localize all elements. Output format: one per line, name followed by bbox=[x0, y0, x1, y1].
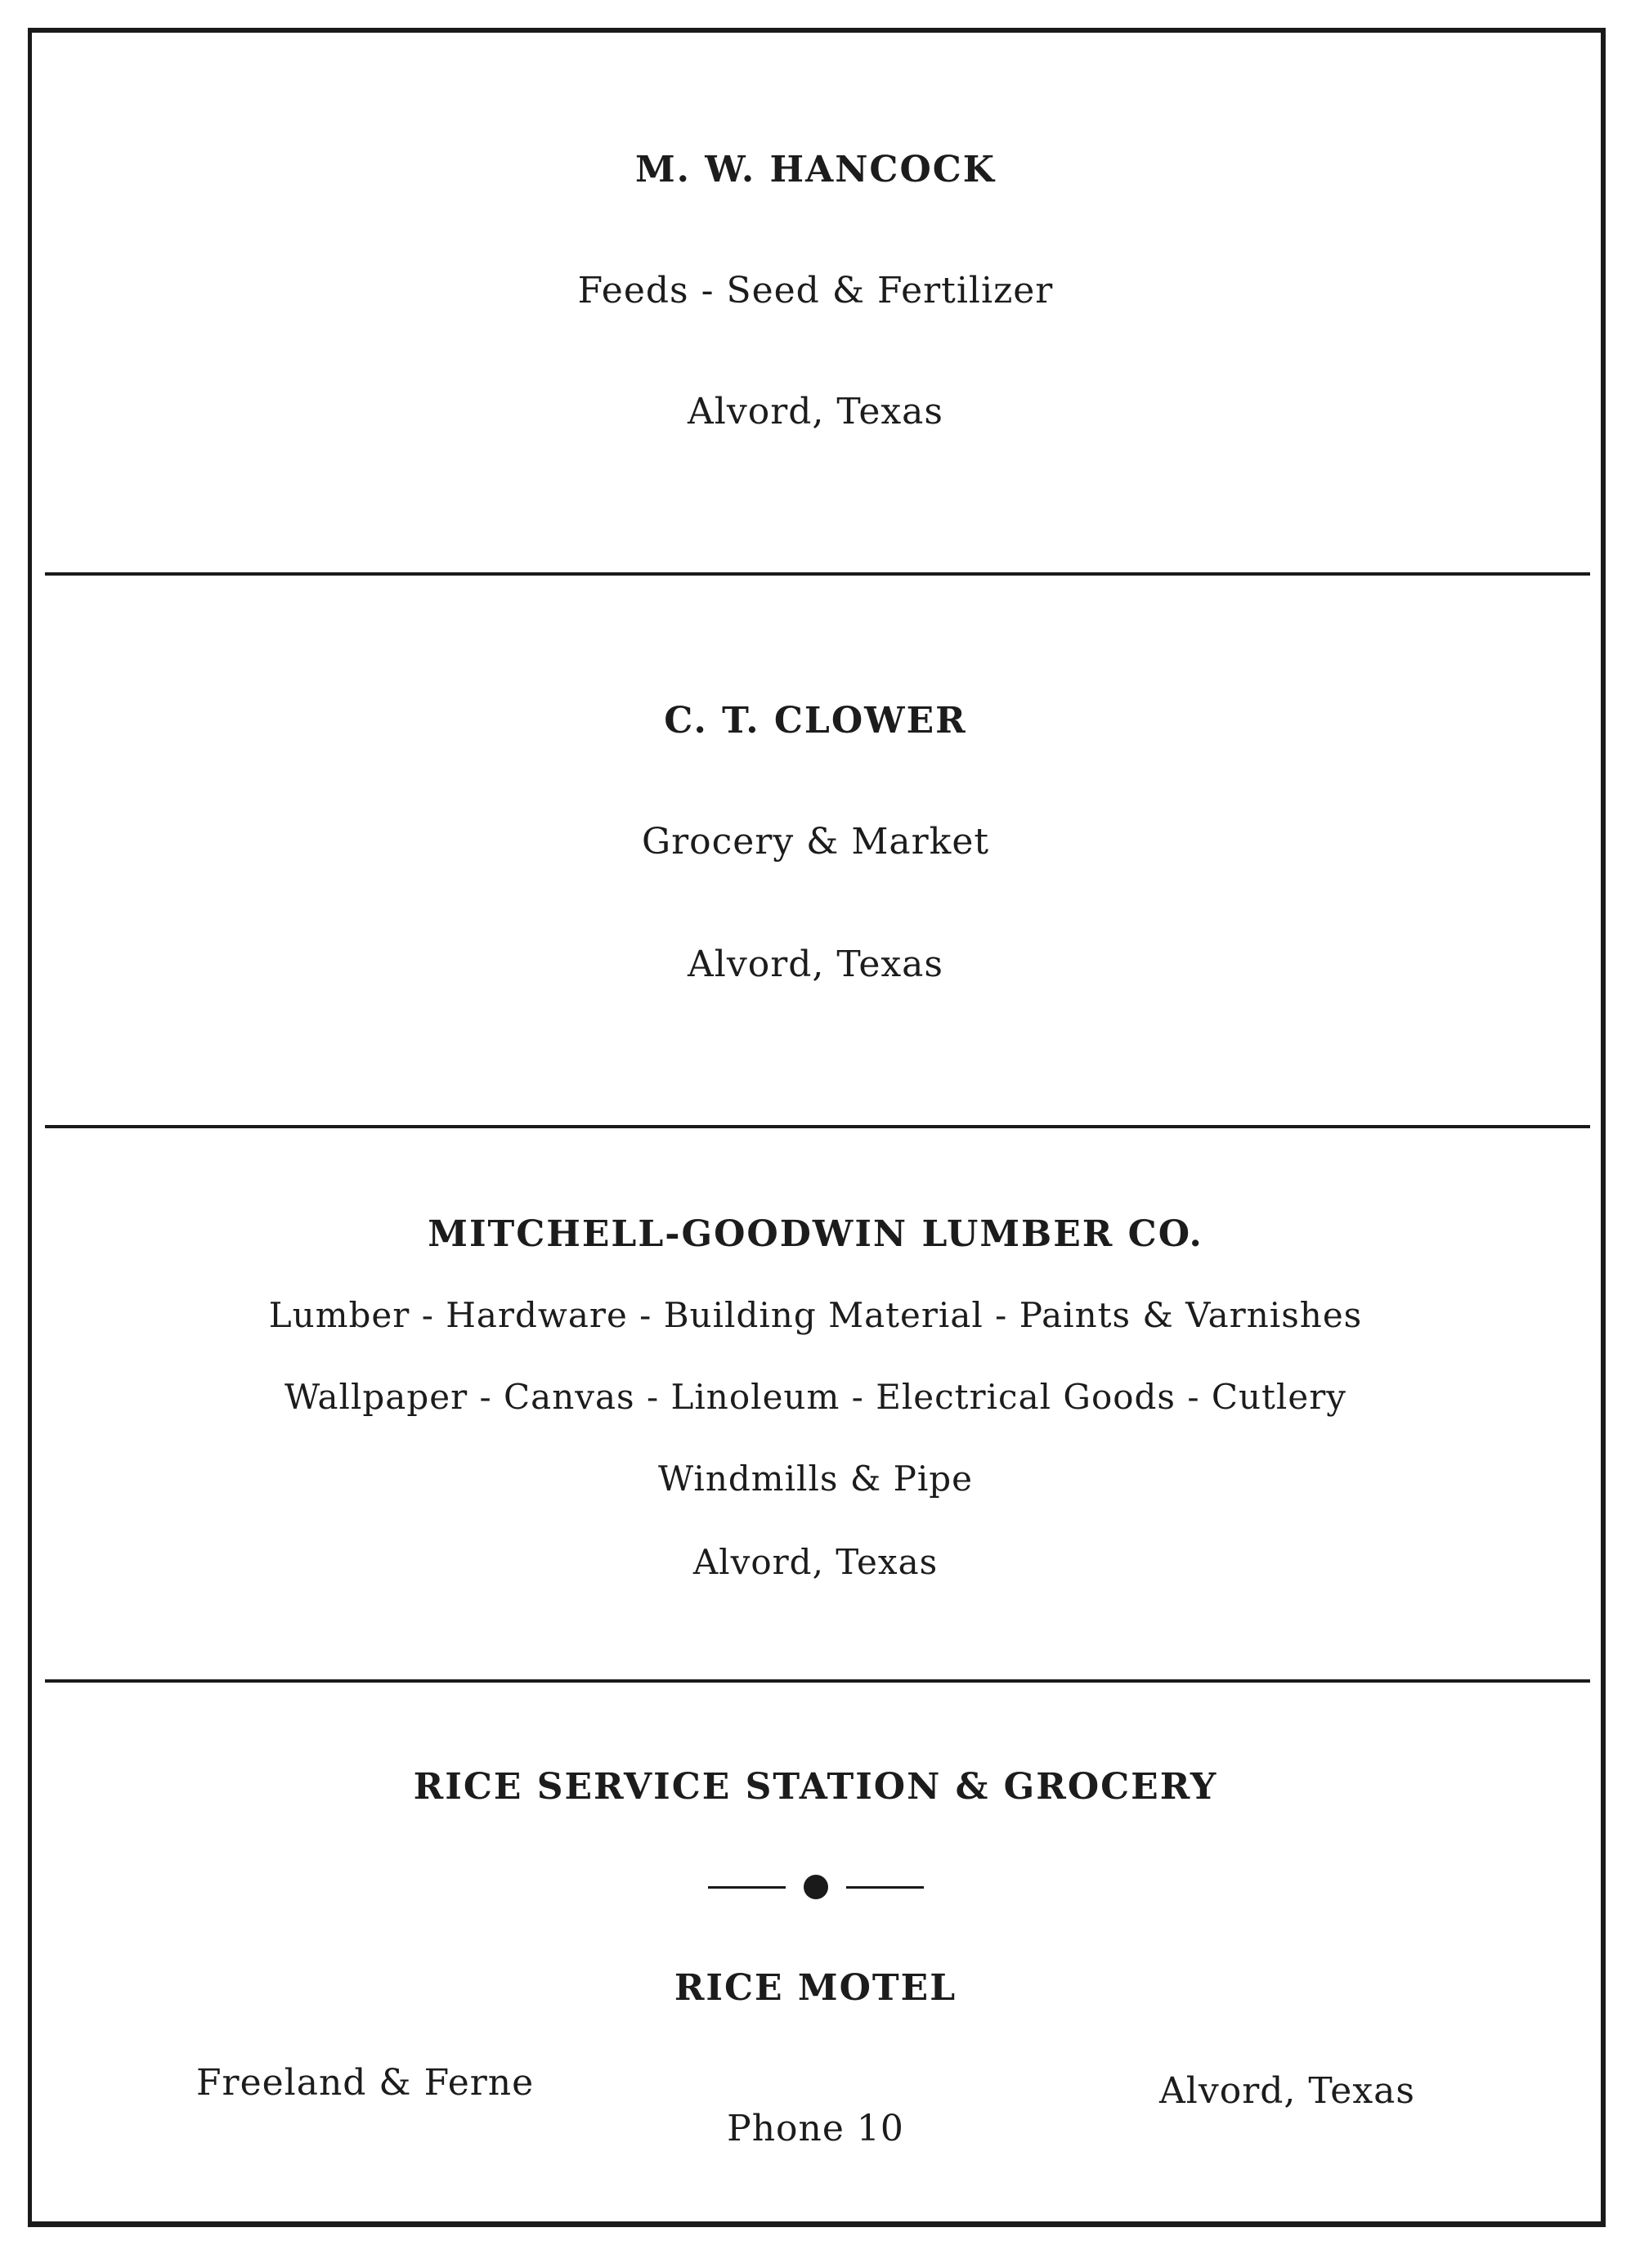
ad-clower-location: Alvord, Texas bbox=[688, 944, 943, 985]
ad-mitchell-goodwin-name: MITCHELL-GOODWIN LUMBER CO. bbox=[428, 1213, 1203, 1255]
divider-rule bbox=[45, 1125, 1590, 1128]
ad-hancock-products: Feeds - Seed & Fertilizer bbox=[577, 270, 1054, 312]
ornament-dot bbox=[804, 1875, 828, 1899]
ad-mitchell-goodwin-location: Alvord, Texas bbox=[692, 1542, 939, 1582]
ad-hancock-name: M. W. HANCOCK bbox=[634, 149, 997, 190]
ornament-line bbox=[846, 1886, 924, 1889]
ad-mitchell-goodwin-products-1: Lumber - Hardware - Building Material - Paints & Varnishes bbox=[268, 1295, 1363, 1335]
ad-rice-phone: Phone 10 bbox=[727, 2108, 904, 2149]
ad-rice-owners: Freeland & Ferne bbox=[196, 2062, 535, 2104]
ad-rice-motel-name: RICE MOTEL bbox=[674, 1967, 957, 2009]
ad-mitchell-goodwin-products-3: Windmills & Pipe bbox=[658, 1459, 973, 1499]
divider-rule bbox=[45, 1679, 1590, 1683]
ad-clower-name: C. T. CLOWER bbox=[664, 700, 967, 742]
ad-rice-station-name: RICE SERVICE STATION & GROCERY bbox=[413, 1766, 1218, 1808]
ad-hancock-location: Alvord, Texas bbox=[688, 391, 943, 433]
ornament-divider bbox=[0, 1872, 1631, 1902]
divider-rule bbox=[45, 572, 1590, 576]
ad-mitchell-goodwin-products-2: Wallpaper - Canvas - Linoleum - Electrical Goods - Cutlery bbox=[284, 1377, 1347, 1417]
ornament-line bbox=[708, 1886, 786, 1889]
ad-clower-products: Grocery & Market bbox=[641, 821, 990, 863]
ad-rice-location: Alvord, Texas bbox=[1159, 2070, 1415, 2112]
